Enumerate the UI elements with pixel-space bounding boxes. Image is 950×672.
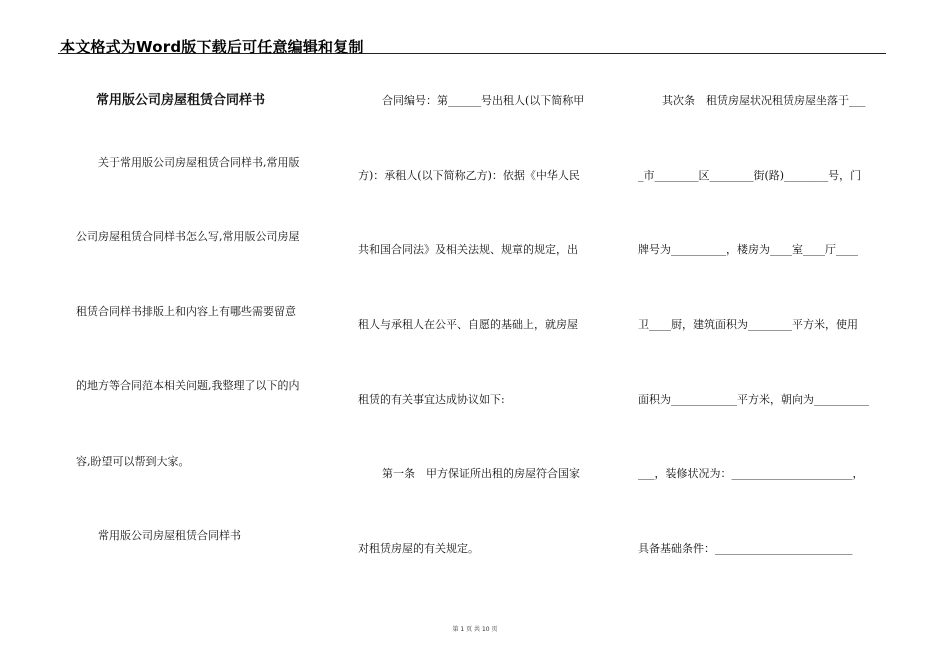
paragraph-line: 公司房屋租赁合同样书怎么写,常用版公司房屋 [76, 230, 300, 243]
paragraph-line: 对租赁房屋的有关规定。 [358, 542, 479, 555]
paragraph-line: 第一条 甲方保证所出租的房屋符合国家 [382, 467, 580, 480]
document-header-title: 本文格式为Word版下载后可任意编辑和复制 [60, 38, 364, 56]
paragraph-line: 租赁的有关事宜达成协议如下: [358, 393, 505, 406]
paragraph-line: 容,盼望可以帮到大家。 [76, 455, 190, 468]
paragraph-line: 的地方等合同范本相关问题,我整理了以下的内 [76, 379, 300, 392]
paragraph-line: 牌号为__________，楼房为____室____厅____ [638, 243, 858, 256]
paragraph-line: 具备基础条件：_________________________ [638, 542, 853, 555]
page-number: 第 1 页 共 10 页 [452, 626, 498, 633]
paragraph-line: 卫____厨，建筑面积为________平方米，使用 [638, 318, 858, 331]
paragraph-line: 租人与承租人在公平、自愿的基础上，就房屋 [358, 318, 578, 331]
document-title: 常用版公司房屋租赁合同样书 [96, 93, 266, 108]
header-divider [58, 53, 886, 54]
paragraph-line: 合同编号：第______号出租人(以下简称甲 [382, 94, 585, 107]
paragraph-line: ___，装修状况为：______________________， [638, 467, 864, 480]
paragraph-line: 租赁合同样书排版上和内容上有哪些需要留意 [76, 305, 296, 318]
section-heading: 常用版公司房屋租赁合同样书 [98, 529, 241, 542]
paragraph-line: 其次条 租赁房屋状况租赁房屋坐落于___ [662, 94, 866, 107]
paragraph-line: _市________区________街(路)________号，门 [638, 169, 862, 182]
paragraph-line: 面积为____________平方米，朝向为__________ [638, 393, 869, 406]
paragraph-line: 方)：承租人(以下简称乙方)：依据《中华人民 [358, 169, 580, 182]
paragraph-line: 共和国合同法》及相关法规、规章的规定，出 [358, 243, 578, 256]
paragraph-line: 关于常用版公司房屋租赁合同样书,常用版 [98, 156, 300, 169]
